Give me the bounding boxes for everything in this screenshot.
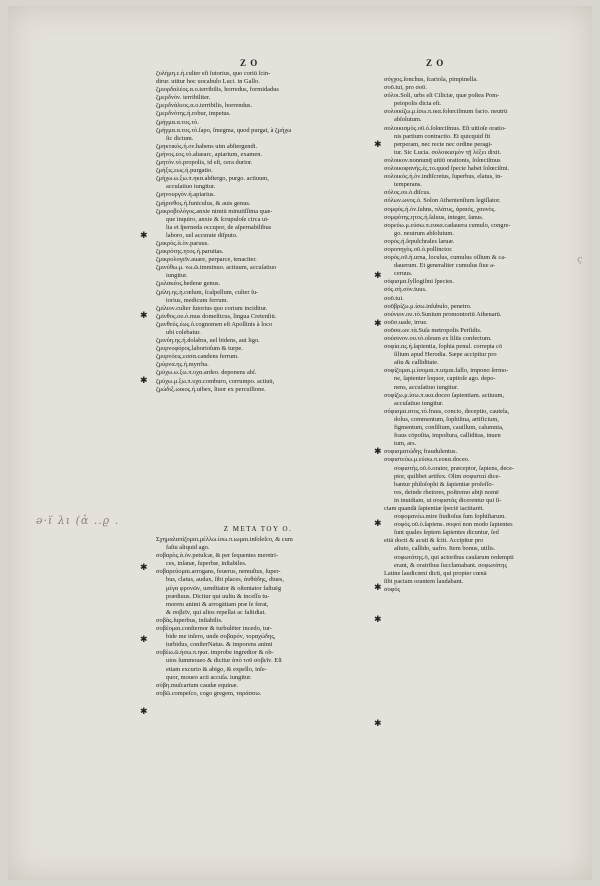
entry-line: Latine laudicœni dicti, qui propter cœnā: [384, 569, 487, 577]
entry-line: σόλοι.Soli, urbs eſt Ciliciæ, quæ poſtea Pom-: [384, 92, 500, 100]
entry-line: σολοικίζω.μ.ίσω.π.ικα.ſolœciſmum facio. neutrū: [384, 108, 508, 116]
entry-line: ζμικρότης.ητος.ή.paruitas.: [156, 248, 224, 256]
entry-line: ζμήγμα.α.τος.τὸ.ſapo, ſmegma, quod purgat, à ζμήχω: [156, 126, 292, 134]
entry-line: σοφία.ας.ή.ſapientia, ſophia penul. correpta cō: [384, 343, 503, 351]
asterisk-mark-icon: ✱: [374, 582, 382, 592]
entry-line: ζμιορδαλέος.α.ο.terribilis, horredus, formidadus: [156, 86, 279, 94]
entry-line: go. neutrum abſolutum.: [394, 229, 454, 237]
entry-line: σολοικὸς.ή.ὸν.indiſcretus, ſuperbus, elatus, in-: [384, 173, 503, 181]
entry-line: ζμύχω.μ.ξω.π.υχα.comburo, corrumpo. actiuū,: [156, 377, 275, 385]
entry-line: σός.σὴ.σὸν.tuus.: [384, 286, 427, 294]
entry-line: σόλων.ωνος.ὸ. Solon Athenienſium legiſlator.: [384, 197, 501, 205]
asterisk-mark-icon: ✱: [374, 614, 382, 624]
entry-line: ζμυρνοφόρος.laborioſum & turpe.: [156, 345, 243, 353]
entry-line: σοβαρὸς.ὰ.ὸν.petulcæ, & per ſequentes meretri-: [156, 552, 279, 560]
asterisk-mark-icon: ✱: [140, 375, 148, 385]
entry-line: iungitur.: [166, 272, 188, 280]
entry-line: ζμίλιον.culter ſutorius quo corium inciditur.: [156, 304, 268, 312]
entry-line: ζμήγμα.α.τος.τὸ.: [156, 118, 199, 126]
entry-line: nens, accuſatiuo iungitur.: [394, 383, 459, 391]
entry-line: laboro, uel accurate diſputo.: [166, 231, 238, 239]
entry-line: σοῦσ.uade, irrue.: [384, 318, 428, 326]
entry-line: σοφισματώδης fraudulentus.: [384, 448, 458, 456]
entry-line: ζμυρνόεις.εσσα.candens ferrum.: [156, 353, 239, 361]
entry-line: accuſatiuo iungitur.: [166, 183, 216, 191]
asterisk-mark-icon: ✱: [140, 562, 148, 572]
entry-line: σορὸς.οῦ.ή.urna, loculus, cumulus oſſium & ca-: [384, 254, 507, 262]
entry-line: ζμύχω.ω.ξω.π.υχα.ardeo. deponens abſ.: [156, 369, 257, 377]
entry-line: dauerum. Et generaliter cumulus ſiue a-: [394, 262, 496, 270]
entry-line: uios ſummoueo & dicitur ἀπὸ τοῦ σοβεῖν. Eſt: [166, 657, 282, 665]
asterisk-mark-icon: ✱: [374, 318, 382, 328]
entry-line: nis partium contractio. Et quicquid fit: [394, 132, 491, 140]
entry-line: σοφομανέω.mire ſtudioſus ſum ſophiſtarum.: [394, 513, 506, 521]
entry-line: σολοικισμὸς.οῦ.ό.ſolœciſmus. Eſt uitioſe oratio-: [384, 124, 507, 132]
entry-line: σοφός: [384, 585, 401, 593]
entry-line: σοφίζομαι.μ.ίσομαι.π.ισμαι.fallo, impono ſermo-: [384, 367, 509, 375]
entry-line: ζμήνος.εος.τὸ.aluearc, apiarium, examen.: [156, 150, 263, 158]
entry-line: erant, & oratribus ſucclamabant. σοφωτάτης: [394, 561, 508, 569]
entry-line: peiopolis dicta eſt.: [394, 100, 442, 108]
entry-line: faſtu aliquid ago.: [166, 544, 210, 552]
entry-line: σόλος.ου.ὸ.diſcus.: [384, 189, 431, 197]
entry-line: ſunt quales ſeptem ſapientes dicuntur, ſed: [394, 529, 499, 537]
asterisk-mark-icon: ✱: [374, 446, 382, 456]
book-page: [8, 6, 592, 880]
entry-line: ζμητὸν.τὸ.propolis, id eſt, cera durior.: [156, 159, 253, 167]
entry-line: ζμικροβολόγος.anxie nimiū minutiſſima quæ-: [156, 207, 273, 215]
asterisk-mark-icon: ✱: [374, 270, 382, 280]
entry-line: σοφὸς.οῦ.ὸ.ſapiens. σοφοὶ non modo ſapientes: [394, 521, 513, 529]
entry-line: ζμερδνότης.ή.robur, impetus.: [156, 110, 231, 118]
entry-line: tum, ars.: [394, 440, 417, 448]
handwritten-margin-note: ǝ·ϊ λι (ἁ ..ϱ .: [36, 514, 120, 527]
right-column: [384, 76, 589, 594]
entry-line: ζμύρνα.ης.ή.myrrha.: [156, 361, 209, 369]
entry-line: dolus, commentum, ſophiſma, artificium,: [394, 415, 499, 423]
entry-line: que inquiro, anxie & ſcrupuloſe circa ui-: [166, 215, 270, 223]
entry-line: σοφιστεύω.μ.εύσω.π.ευκα.doceo.: [384, 456, 470, 464]
entry-line: ζμικρολογεῖν.auare, perparce, tenaciter.: [156, 256, 257, 264]
folio-right: Z O: [426, 58, 445, 68]
entry-line: σόφισμα.ατος.τὸ.fraus, concio, deceptio, cautela,: [384, 407, 510, 415]
entry-line: σόβη.muſcarium caudæ equinæ.: [156, 681, 239, 689]
entry-line: ζμερδνὸν. terribiliter.: [156, 94, 211, 102]
entry-line: μέγα φρονῶν, uenditator & oſtentator faſtuēg: [166, 584, 282, 592]
entry-line: ceruus.: [394, 270, 413, 278]
entry-line: etiā docti & acuti & ſciti. Accipitur pro: [384, 537, 484, 545]
entry-line: etiam excurio & abigo, & expello, inſe-: [166, 665, 267, 673]
entry-line: ctam quandā ſapientiæ ſpeciē iactitarēt.: [384, 504, 484, 512]
entry-line: σοβῶ.compeſco, cogo gregem, ταράσσω.: [156, 689, 262, 697]
asterisk-mark-icon: ✱: [374, 718, 382, 728]
entry-line: ζμινθεύς.έως.ό.cognomen eſt Apollinis à loco: [156, 320, 273, 328]
entry-line: ζμήρινθος.ή.funiculus, & auis genus.: [156, 199, 251, 207]
entry-line: temperans.: [394, 181, 422, 189]
entry-line: fraus cōpoſita, impoſtura, calliditas, inuen: [394, 432, 501, 440]
entry-line: bantur philoſophi & ſapientiæ profeſſo-: [394, 480, 494, 488]
entry-line: ſilium apud Herodia. Sæpe accipitur pro: [394, 351, 497, 359]
entry-line: σούσινον.ου.τὸ.oleum ex liliis confectum.: [384, 335, 492, 342]
left-column-bottom: [156, 536, 361, 698]
entry-line: ζμήξις.εως.ή.purgatio.: [156, 167, 213, 175]
margin-mark: ς: [576, 255, 582, 265]
entry-line: σοβαρεύομαι.arrogans, feuerus, nemuſtus, ſuper-: [156, 568, 281, 576]
entry-line: Σχημαλαπίζομαι.μέλλω.ίσω.π.ιωμαι.inſoleſco, & cum: [156, 536, 293, 543]
entry-line: accuſatiuo iungitur.: [394, 399, 444, 407]
entry-line: σοβὰς.ſuperbus, inſtabilis.: [156, 616, 223, 624]
entry-line: ζμικρὸς.ὰ.ὸν.paruus.: [156, 239, 209, 247]
entry-line: ζμηνουργὸν.ή.apiarius.: [156, 191, 216, 199]
entry-line: σούνιον.ου.τὸ.Sunium promontoriū Athenarū.: [384, 310, 502, 318]
entry-line: σοῦβρίζω.μ.ίσω.inſubulo, penetro.: [384, 302, 472, 310]
entry-line: ubi colebatur.: [166, 329, 201, 336]
entry-line: ζμιλακέος.hederæ genus.: [156, 280, 221, 288]
entry-line: ζμήχω.ω.ξω.π.ηκα.abſtergo, purgo. actiuum,: [156, 175, 269, 183]
entry-line: σορὸς.ή.ſepulchrales laruæ.: [384, 237, 455, 245]
entry-line: ptor, quilibet artifex. Olim σοφισταὶ dice-: [394, 472, 501, 480]
entry-line: bus, clatus, audax, ſibi places, ἀυθάδης, diues,: [166, 576, 284, 584]
entry-line: ζμινύθω.μ. νω.ῶ.imminuo. actiuum, accuſatiuo: [156, 264, 277, 272]
entry-line: quor, moueo acti accuſa. iungitur.: [166, 673, 252, 681]
entry-line: bide me inſero, unde σοβαρόν, τοραχώδης,: [166, 633, 276, 641]
entry-line: figmentum, conſilium, cauillum, calumnia,: [394, 424, 504, 432]
entry-line: σοβέω.ῶ.ήσω.π.ηκα. improbe ingredior & ob-: [156, 649, 274, 657]
entry-line: ſibi pactam orantem laudabant.: [384, 577, 464, 585]
entry-line: ζμίλη.ης.ή.cœlum, ſcalpellum, culter ſu-: [156, 288, 259, 296]
entry-line: σόφισμα.ſyllogiſmi ſpecies.: [384, 278, 455, 286]
entry-line: turbidus, conſterNatus. & imporens animi: [166, 641, 273, 649]
entry-line: σοφωτάτης.ō, qui actoribus cauſarum redempti: [394, 553, 514, 561]
entry-line: σομφὸς.ή.ὸν.ſuhns, πλάτυς, ἀραιός, χαυνὸς.: [384, 205, 496, 213]
entry-line: ζμερδνάλεος.α.ο.terribilis, horrendus.: [156, 102, 253, 110]
asterisk-mark-icon: ✱: [140, 230, 148, 240]
entry-line: ζμώδιξ.ωικος.ή.uibex, liuor ex percuſſione.: [156, 385, 266, 393]
entry-line: ζμηκτικός.ή.ον.habens uim abſtergendi.: [156, 142, 258, 150]
entry-line: lia et ſperneda occupor, de aſpernabilibus: [166, 223, 272, 231]
entry-line: & σοβεῖν, qui alios repellat ac faſtidiat.: [166, 608, 266, 616]
entry-line: res, deinde rhetores, poſtremo abijt nomē: [394, 488, 499, 496]
asterisk-mark-icon: ✱: [374, 518, 382, 528]
entry-line: prædiuus. Dicitur qui uultu & inceſſu tu-: [166, 592, 270, 600]
entry-line: ces, inſanæ, ſuperbæ, inſtabiles.: [166, 560, 247, 568]
entry-line: in inuidiam, ut σοφιστὰς dicerentur qui ſi-: [394, 496, 502, 504]
entry-line: σολοικοφανής.ἐς.το.quod ſpecie habet ſolœciſmi.: [384, 165, 510, 173]
entry-line: aſtuto, callido, uafro. Item bonus, utilis.: [394, 545, 496, 553]
asterisk-mark-icon: ✱: [140, 634, 148, 644]
entry-line: ζμινύη.ης.ή.dolabra, uel bidens, aut ligo.: [156, 337, 260, 345]
entry-line: tur. Sic Lucia. σολοικισμὸν τῇ λέξει dixit.: [394, 148, 502, 156]
entry-line: ζυλήμη.ε.ή.culter eſt ſutorius, quo coriū ſcin-: [156, 70, 271, 77]
entry-line: σοβέομαι.conſternor & turbulēter incedo, tur-: [156, 625, 273, 633]
entry-line: σοφιστὴς.οῦ.ὸ.orator, præceptor, ſapiens, dece-: [394, 464, 515, 472]
entry-line: morem animi & arrogātiam præ ſe ferat,: [166, 600, 269, 608]
entry-line: σοῦ.tui.: [384, 294, 404, 302]
folio-left: Z O: [240, 58, 259, 68]
entry-line: σόγχος.ſonchus, ſcariola, pimpinella.: [384, 76, 478, 83]
section-heading: Z META TOY O.: [223, 525, 293, 533]
asterisk-mark-icon: ✱: [374, 139, 382, 149]
entry-line: σοροπηγὸς.οῦ.ὸ.pollinctor.: [384, 245, 453, 253]
entry-line: σομφότης.ητος.ή.ſaluus, integer, ſanus.: [384, 213, 484, 221]
entry-line: σορεύω.μ.εύσω.π.ευκα.cadauera cumulo, congre-: [384, 221, 511, 229]
entry-line: abſolutum.: [394, 116, 422, 124]
entry-line: perperam, nec recte nec ordine peragi-: [394, 140, 493, 148]
entry-line: σολοικον.nonnunq̄ uitiū orationis, ſolœciſmus: [384, 156, 501, 164]
entry-line: ζμίνθος.ου.ό.mus domeſticus, lingua Cretenſiū.: [156, 312, 277, 320]
asterisk-mark-icon: ✱: [140, 706, 148, 716]
entry-line: ne, ſapienter loquor, captioſe ago. depo-: [394, 375, 496, 383]
left-column-top: [156, 70, 361, 394]
entry-line: σοφίζω.μ.ίσω.π.ικα.doceo ſapientiam. actiuum,: [384, 391, 505, 399]
entry-line: ſic dictum.: [166, 134, 194, 142]
asterisk-mark-icon: ✱: [140, 310, 148, 320]
entry-line: σοῦσα.ων.τὰ.Suſa metropolis Perſidis.: [384, 326, 482, 334]
entry-line: dirur. utitur hoc uocabulo Luci. in Gallo.: [156, 78, 260, 86]
entry-line: aſtu & calliditate.: [394, 359, 439, 367]
entry-line: σοῦ.tui, pro σοῦ.: [384, 84, 427, 92]
entry-line: torius, medicum ferrum.: [166, 296, 229, 304]
